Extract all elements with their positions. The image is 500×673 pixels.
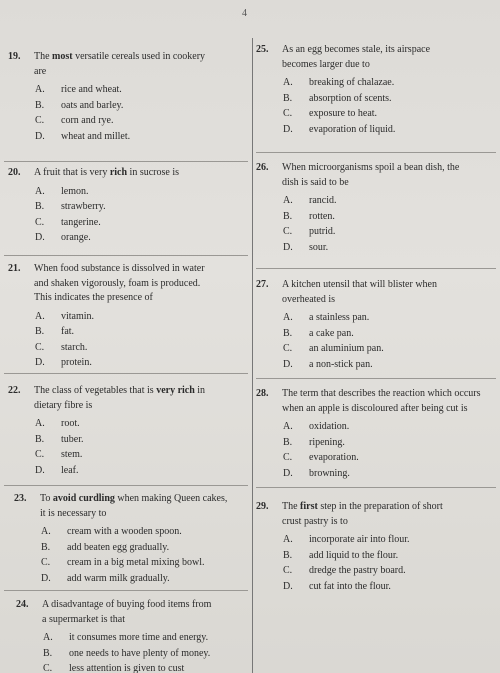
question-stem	[282, 43, 430, 72]
option-text: tangerine.	[61, 216, 101, 228]
stem-line: it is necessary to	[40, 507, 107, 519]
option-text: add warm milk gradually.	[67, 572, 170, 584]
question-number: 20.	[8, 167, 21, 178]
option-letter: B.	[35, 433, 45, 445]
answer-options	[43, 630, 210, 673]
answer-option	[35, 355, 94, 371]
answer-options	[283, 75, 395, 137]
answer-option	[283, 326, 384, 342]
answer-options	[283, 419, 359, 481]
option-letter: A.	[35, 84, 45, 95]
option-text: oats and barley.	[61, 99, 124, 111]
option-text: cream with a wooden spoon.	[67, 526, 182, 537]
separator-rule	[4, 255, 248, 256]
option-letter: D.	[283, 123, 293, 135]
answer-options	[35, 416, 84, 478]
stem-line: crust pastry is to	[282, 515, 348, 527]
stem-line: The term that describes the reaction which occurs	[282, 388, 481, 399]
option-text: exposure to heat.	[309, 108, 378, 120]
emphasis-text: rich	[109, 167, 128, 178]
answer-option	[283, 435, 359, 451]
option-letter: D.	[283, 580, 293, 592]
option-letter: B.	[283, 210, 293, 222]
answer-option	[35, 113, 130, 129]
stem-line: dietary fibre is	[34, 399, 93, 411]
option-letter: A.	[283, 421, 293, 432]
answer-option	[35, 416, 84, 432]
answer-option	[283, 193, 337, 209]
option-text: corn and rye.	[61, 115, 114, 127]
stem-line: and shaken vigorously, foam is produced.	[34, 277, 201, 289]
option-text: strawberry.	[61, 201, 106, 213]
answer-option	[283, 341, 384, 357]
question-stem	[282, 500, 443, 529]
answer-options	[41, 524, 204, 586]
option-text: it consumes more time and energy.	[69, 632, 209, 643]
stem-line: A kitchen utensil that will blister when	[282, 279, 437, 290]
answer-options	[35, 82, 130, 144]
stem-line: The first step in the preparation of short	[282, 501, 443, 512]
option-text: add liquid to the flour.	[309, 549, 399, 561]
separator-rule	[4, 590, 248, 591]
answer-option	[35, 230, 106, 246]
answer-option	[35, 432, 84, 448]
option-text: orange.	[61, 232, 91, 244]
separator-rule	[256, 152, 496, 153]
option-letter: C.	[35, 341, 45, 353]
option-letter: D.	[283, 358, 293, 370]
stem-line: when an apple is discoloured after being cut is	[282, 402, 468, 414]
separator-rule	[4, 161, 248, 162]
answer-option	[35, 309, 94, 325]
answer-options	[35, 184, 106, 246]
stem-line: becomes larger due to	[282, 58, 370, 70]
option-text: vitamin.	[61, 310, 95, 322]
option-text: oxidation.	[309, 421, 350, 432]
question-number: 22.	[8, 385, 21, 396]
option-letter: B.	[35, 201, 45, 213]
answer-option	[283, 240, 337, 256]
emphasis-text: avoid curdling	[52, 493, 115, 504]
option-text: one needs to have plenty of money.	[69, 647, 211, 659]
answer-option	[283, 209, 337, 225]
option-letter: A.	[43, 632, 53, 643]
answer-option	[43, 630, 210, 646]
question-24	[16, 598, 250, 673]
column-divider	[252, 38, 253, 673]
question-number: 19.	[8, 51, 21, 62]
option-letter: C.	[283, 226, 293, 238]
answer-options	[283, 193, 337, 255]
separator-rule	[256, 378, 496, 379]
stem-line: overheated is	[282, 293, 336, 305]
question-number: 28.	[256, 388, 269, 399]
page-number: 4	[242, 8, 247, 19]
stem-line: When food substance is dissolved in water	[34, 263, 205, 274]
option-text: putrid.	[309, 226, 336, 238]
option-text: rice and wheat.	[61, 84, 122, 95]
question-number: 29.	[256, 501, 269, 512]
option-text: a non-stick pan.	[309, 358, 373, 370]
stem-line: The class of vegetables that is very rich in	[34, 385, 206, 396]
option-letter: A.	[35, 185, 45, 197]
option-letter: B.	[283, 92, 293, 104]
answer-option	[283, 450, 359, 466]
option-letter: C.	[41, 557, 51, 569]
option-letter: B.	[41, 541, 51, 553]
question-stem	[34, 166, 179, 181]
option-text: absorption of scents.	[309, 92, 392, 104]
stem-line: This indicates the presence of	[34, 292, 153, 303]
question-number: 27.	[256, 279, 269, 290]
stem-line: A disadvantage of buying food items from	[42, 599, 212, 610]
answer-option	[283, 122, 395, 138]
option-text: incorporate air into flour.	[309, 534, 410, 545]
answer-option	[283, 357, 384, 373]
stem-line: are	[34, 65, 47, 77]
option-letter: B.	[43, 647, 53, 659]
stem-line: As an egg becomes stale, its airspace	[282, 44, 431, 55]
option-text: add beaten egg gradually.	[67, 541, 170, 553]
question-number: 21.	[8, 263, 21, 274]
answer-option	[35, 324, 94, 340]
stem-line: To avoid curdling when making Queen cakes,	[40, 493, 228, 504]
option-letter: C.	[283, 108, 293, 120]
question-25	[256, 43, 496, 151]
option-text: lemon.	[61, 185, 89, 197]
answer-option	[283, 91, 395, 107]
option-text: root.	[61, 418, 80, 429]
option-letter: B.	[283, 549, 293, 561]
answer-option	[35, 129, 130, 145]
stem-line: dish is said to be	[282, 176, 349, 188]
emphasis-text: very rich	[156, 385, 195, 396]
question-22	[8, 384, 248, 484]
option-text: starch.	[61, 341, 88, 353]
option-letter: C.	[283, 343, 293, 355]
option-text: fat.	[61, 326, 75, 338]
answer-option	[283, 310, 384, 326]
option-text: a stainless pan.	[309, 312, 370, 323]
question-number: 24.	[16, 599, 29, 610]
option-text: a cake pan.	[309, 327, 354, 339]
question-27	[256, 278, 496, 378]
option-text: dredge the pastry board.	[309, 565, 406, 577]
option-text: evaporation of liquid.	[309, 123, 396, 135]
option-letter: A.	[283, 195, 293, 206]
answer-option	[41, 555, 204, 571]
question-23	[14, 492, 250, 588]
option-letter: D.	[35, 464, 45, 476]
answer-option	[35, 340, 94, 356]
separator-rule	[256, 268, 496, 269]
answer-option	[283, 563, 410, 579]
emphasis-text: most	[52, 51, 73, 62]
option-letter: A.	[35, 418, 45, 429]
question-number: 26.	[256, 162, 269, 173]
answer-option	[283, 532, 410, 548]
answer-option	[35, 98, 130, 114]
answer-option	[35, 447, 84, 463]
answer-option	[283, 579, 410, 595]
answer-option	[35, 215, 106, 231]
option-letter: B.	[35, 326, 45, 338]
option-letter: D.	[35, 232, 45, 244]
option-letter: A.	[283, 312, 293, 323]
option-letter: A.	[35, 310, 45, 322]
answer-option	[283, 106, 395, 122]
stem-line: A fruit that is very rich in sucrose is	[34, 167, 179, 178]
option-text: an aluminium pan.	[309, 343, 384, 355]
option-text: leaf.	[61, 464, 79, 476]
option-letter: C.	[283, 565, 293, 577]
answer-option	[283, 224, 337, 240]
stem-line: When microorganisms spoil a bean dish, the	[282, 162, 460, 173]
answer-option	[41, 571, 204, 587]
question-number: 25.	[256, 44, 269, 55]
option-text: rancid.	[309, 195, 337, 206]
separator-rule	[4, 373, 248, 374]
option-text: breaking of chalazae.	[309, 77, 395, 88]
separator-rule	[256, 487, 496, 488]
question-stem	[40, 492, 227, 521]
option-letter: C.	[35, 449, 45, 461]
option-letter: C.	[35, 115, 45, 127]
question-number: 23.	[14, 493, 27, 504]
option-letter: C.	[283, 452, 293, 464]
answer-option	[35, 463, 84, 479]
question-stem	[34, 384, 205, 413]
answer-option	[35, 199, 106, 215]
option-text: sour.	[309, 241, 329, 253]
option-text: protein.	[61, 357, 92, 369]
answer-option	[41, 540, 204, 556]
answer-option	[43, 646, 210, 662]
option-letter: D.	[35, 357, 45, 369]
option-text: stem.	[61, 449, 83, 461]
option-letter: D.	[35, 130, 45, 142]
answer-option	[283, 548, 410, 564]
stem-line: The most versatile cereals used in cookery	[34, 51, 206, 62]
option-letter: A.	[41, 526, 51, 537]
option-text: cut fat into the flour.	[309, 580, 391, 592]
option-text: cream in a big metal mixing bowl.	[67, 557, 205, 569]
answer-option	[35, 82, 130, 98]
answer-options	[283, 532, 410, 594]
stem-line: a supermarket is that	[42, 613, 126, 625]
answer-options	[35, 309, 94, 371]
option-text: rotten.	[309, 210, 335, 222]
answer-option	[41, 524, 204, 540]
option-letter: A.	[283, 534, 293, 545]
option-text: less attention is given to cust	[69, 663, 185, 673]
option-text: browning.	[309, 467, 350, 479]
option-text: evaporation.	[309, 452, 359, 464]
answer-options	[283, 310, 384, 372]
option-text: tuber.	[61, 433, 84, 445]
question-stem	[34, 262, 205, 306]
option-letter: B.	[283, 327, 293, 339]
answer-option	[43, 661, 210, 673]
answer-option	[283, 75, 395, 91]
emphasis-text: first	[300, 501, 318, 512]
question-19	[8, 50, 248, 160]
separator-rule	[4, 485, 248, 486]
option-letter: C.	[43, 663, 53, 673]
question-stem	[42, 598, 211, 627]
option-letter: C.	[35, 216, 45, 228]
option-text: wheat and millet.	[61, 130, 131, 142]
option-letter: D.	[41, 572, 51, 584]
option-text: ripening.	[309, 436, 345, 448]
question-28	[256, 387, 498, 487]
option-letter: B.	[283, 436, 293, 448]
option-letter: B.	[35, 99, 45, 111]
question-stem	[34, 50, 205, 79]
answer-option	[35, 184, 106, 200]
question-20	[8, 166, 248, 254]
option-letter: A.	[283, 77, 293, 88]
option-letter: D.	[283, 467, 293, 479]
option-letter: D.	[283, 241, 293, 253]
answer-option	[283, 466, 359, 482]
question-stem	[282, 278, 437, 307]
question-stem	[282, 161, 459, 190]
question-stem	[282, 387, 481, 416]
question-21	[8, 262, 248, 372]
question-26	[256, 161, 496, 267]
question-29	[256, 500, 496, 600]
answer-option	[283, 419, 359, 435]
